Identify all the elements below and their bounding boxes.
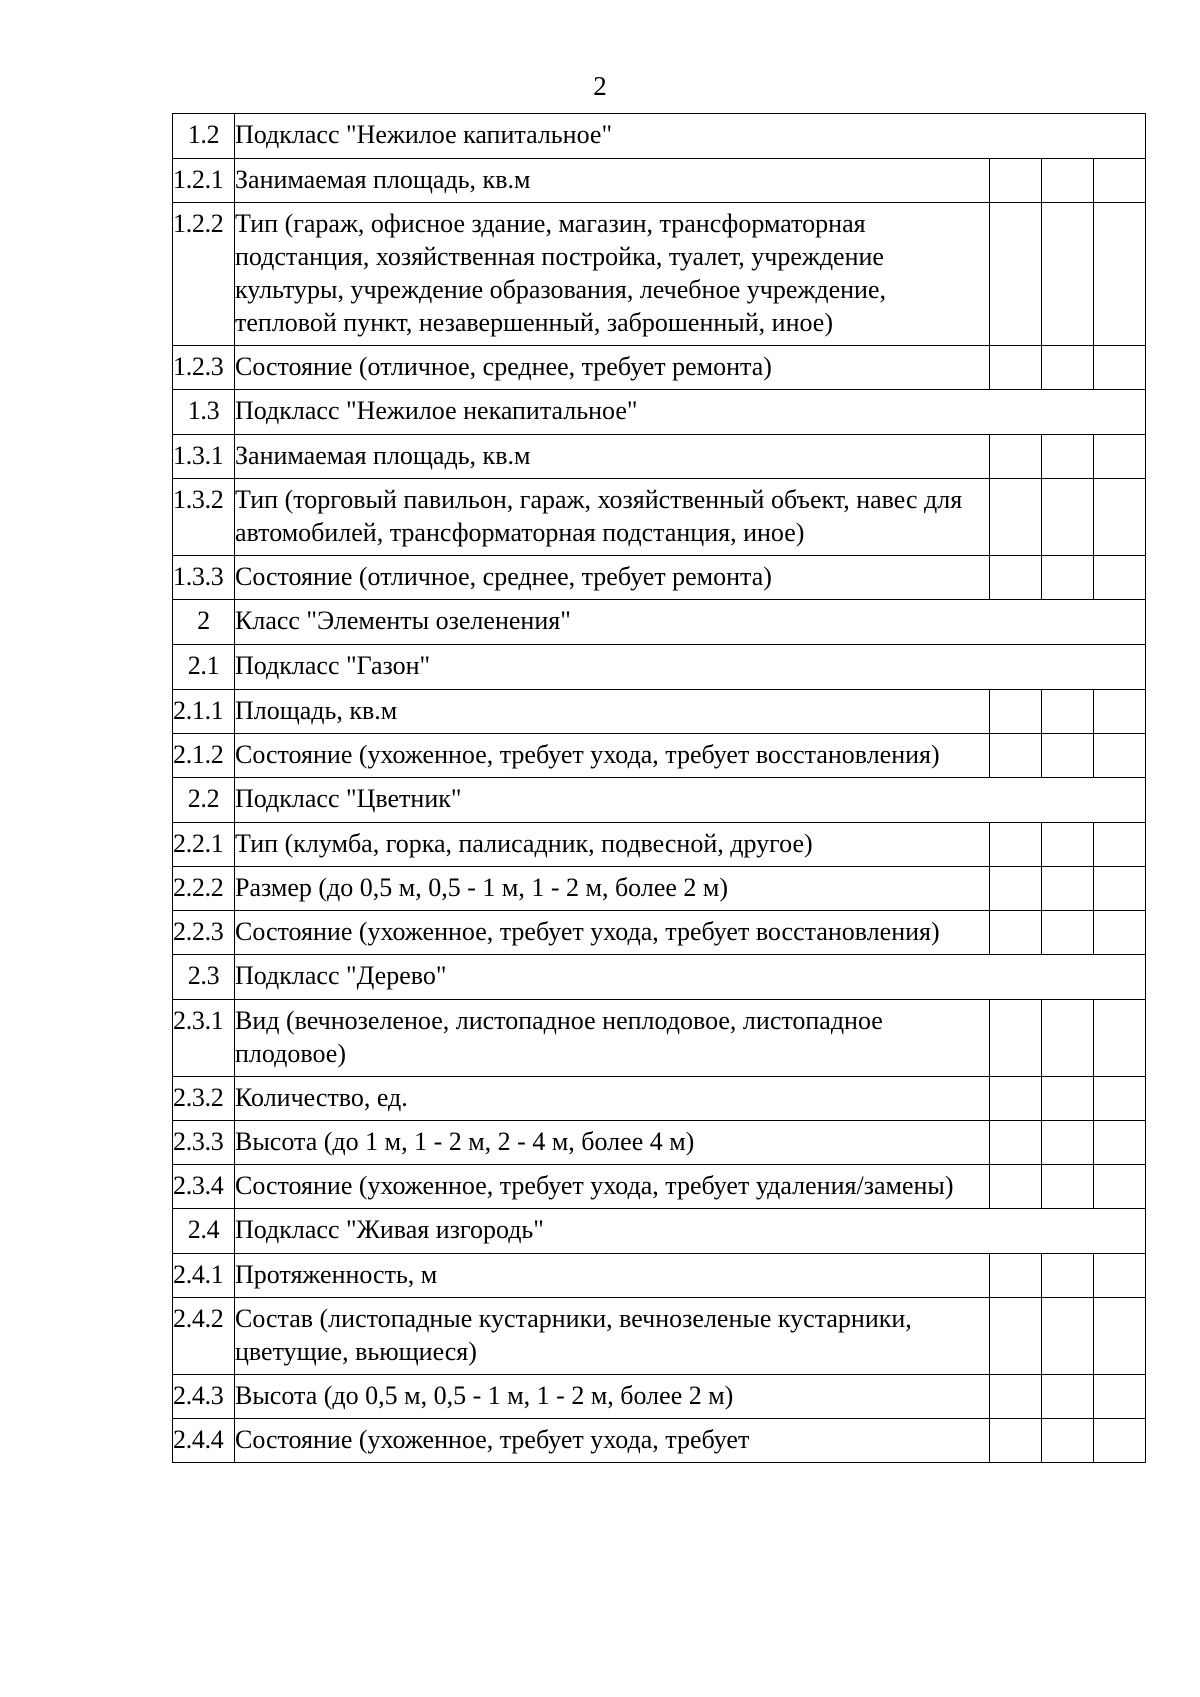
row-number: 2.3 <box>173 955 235 1000</box>
value-cell[interactable] <box>1042 1254 1094 1298</box>
value-cell[interactable] <box>1094 1254 1146 1298</box>
row-number: 2.2 <box>173 778 235 823</box>
section-header-row <box>173 955 1146 1000</box>
value-cell[interactable] <box>1094 1298 1146 1375</box>
row-description: Размер (до 0,5 м, 0,5 - 1 м, 1 - 2 м, более 2 м) <box>235 867 990 911</box>
classification-table <box>172 113 1146 1463</box>
value-cell[interactable] <box>990 479 1042 556</box>
value-cell[interactable] <box>1094 1121 1146 1165</box>
row-number: 2.2.1 <box>173 823 235 867</box>
row-description: Количество, ед. <box>235 1077 990 1121</box>
row-number: 2.3.3 <box>173 1121 235 1165</box>
value-cell[interactable] <box>990 734 1042 778</box>
table-row <box>173 823 1146 867</box>
value-cell[interactable] <box>990 1165 1042 1209</box>
table-row <box>173 1000 1146 1077</box>
table-row <box>173 911 1146 955</box>
row-description: Тип (торговый павильон, гараж, хозяйственный объект, навес для автомобилей, трансформаторная подстанция, иное) <box>235 479 990 556</box>
value-cell[interactable] <box>1094 734 1146 778</box>
value-cell[interactable] <box>1042 1077 1094 1121</box>
value-cell[interactable] <box>1042 1298 1094 1375</box>
row-description: Подкласс "Нежилое капитальное" <box>235 114 1146 159</box>
value-cell[interactable] <box>1042 556 1094 600</box>
table-row <box>173 1254 1146 1298</box>
value-cell[interactable] <box>990 823 1042 867</box>
value-cell[interactable] <box>990 1419 1042 1463</box>
table-row <box>173 346 1146 390</box>
value-cell[interactable] <box>990 690 1042 734</box>
table-row <box>173 1298 1146 1375</box>
value-cell[interactable] <box>1094 1375 1146 1419</box>
row-number: 1.3.3 <box>173 556 235 600</box>
row-description: Состояние (отличное, среднее, требует ремонта) <box>235 346 990 390</box>
row-description: Высота (до 0,5 м, 0,5 - 1 м, 1 - 2 м, более 2 м) <box>235 1375 990 1419</box>
value-cell[interactable] <box>990 346 1042 390</box>
page-number: 2 <box>593 71 607 101</box>
value-cell[interactable] <box>990 159 1042 203</box>
row-description: Подкласс "Газон" <box>235 645 1146 690</box>
row-number: 1.2.3 <box>173 346 235 390</box>
table-row <box>173 1121 1146 1165</box>
value-cell[interactable] <box>1042 911 1094 955</box>
row-description: Занимаемая площадь, кв.м <box>235 435 990 479</box>
table-row <box>173 1375 1146 1419</box>
row-description: Состояние (ухоженное, требует ухода, требует <box>235 1419 990 1463</box>
value-cell[interactable] <box>1042 690 1094 734</box>
value-cell[interactable] <box>990 556 1042 600</box>
value-cell[interactable] <box>1094 159 1146 203</box>
row-number: 1.3.1 <box>173 435 235 479</box>
value-cell[interactable] <box>1042 203 1094 346</box>
value-cell[interactable] <box>1042 1419 1094 1463</box>
row-description: Площадь, кв.м <box>235 690 990 734</box>
value-cell[interactable] <box>1042 823 1094 867</box>
row-number: 1.2.2 <box>173 203 235 346</box>
row-number: 2.1.2 <box>173 734 235 778</box>
row-number: 2.2.2 <box>173 867 235 911</box>
section-header-row <box>173 1209 1146 1254</box>
section-header-row <box>173 778 1146 823</box>
row-number: 2.1 <box>173 645 235 690</box>
row-number: 2.4.2 <box>173 1298 235 1375</box>
row-description: Состояние (ухоженное, требует ухода, требует восстановления) <box>235 734 990 778</box>
row-description: Состав (листопадные кустарники, вечнозеленые кустарники, цветущие, вьющиеся) <box>235 1298 990 1375</box>
row-number: 2.2.3 <box>173 911 235 955</box>
value-cell[interactable] <box>990 1121 1042 1165</box>
table-row <box>173 734 1146 778</box>
value-cell[interactable] <box>1094 911 1146 955</box>
row-number: 1.3 <box>173 390 235 435</box>
row-number: 2.3.1 <box>173 1000 235 1077</box>
row-number: 2.4 <box>173 1209 235 1254</box>
table-row <box>173 556 1146 600</box>
row-description: Тип (клумба, горка, палисадник, подвесной, другое) <box>235 823 990 867</box>
value-cell[interactable] <box>990 1254 1042 1298</box>
value-cell[interactable] <box>1094 1000 1146 1077</box>
value-cell[interactable] <box>1094 435 1146 479</box>
value-cell[interactable] <box>1094 1077 1146 1121</box>
section-header-row <box>173 645 1146 690</box>
table-row <box>173 1419 1146 1463</box>
value-cell[interactable] <box>990 1077 1042 1121</box>
value-cell[interactable] <box>990 867 1042 911</box>
value-cell[interactable] <box>1042 1375 1094 1419</box>
table-row <box>173 159 1146 203</box>
value-cell[interactable] <box>1094 346 1146 390</box>
row-description: Подкласс "Дерево" <box>235 955 1146 1000</box>
table-row <box>173 867 1146 911</box>
value-cell[interactable] <box>990 1298 1042 1375</box>
row-description: Подкласс "Нежилое некапитальное" <box>235 390 1146 435</box>
value-cell[interactable] <box>990 1375 1042 1419</box>
row-number: 1.2.1 <box>173 159 235 203</box>
value-cell[interactable] <box>1042 867 1094 911</box>
row-description: Состояние (ухоженное, требует ухода, требует восстановления) <box>235 911 990 955</box>
value-cell[interactable] <box>1094 867 1146 911</box>
table-row <box>173 435 1146 479</box>
value-cell[interactable] <box>1042 346 1094 390</box>
value-cell[interactable] <box>990 911 1042 955</box>
table-row <box>173 479 1146 556</box>
section-header-row <box>173 390 1146 435</box>
row-number: 2.1.1 <box>173 690 235 734</box>
value-cell[interactable] <box>1042 479 1094 556</box>
row-description: Протяженность, м <box>235 1254 990 1298</box>
section-header-row <box>173 600 1146 645</box>
row-description: Подкласс "Цветник" <box>235 778 1146 823</box>
value-cell[interactable] <box>1042 1000 1094 1077</box>
value-cell[interactable] <box>1094 556 1146 600</box>
row-description: Занимаемая площадь, кв.м <box>235 159 990 203</box>
row-number: 2.4.4 <box>173 1419 235 1463</box>
value-cell[interactable] <box>990 435 1042 479</box>
section-header-row <box>173 114 1146 159</box>
value-cell[interactable] <box>1094 823 1146 867</box>
row-description: Тип (гараж, офисное здание, магазин, трансформаторная подстанция, хозяйственная постройка, туалет, учреждение культуры, учреждение образования, лечебное учреждение, тепловой пункт, незавершенный, заброшенный, иное) <box>235 203 990 346</box>
row-number: 2.3.4 <box>173 1165 235 1209</box>
row-number: 1.2 <box>173 114 235 159</box>
row-number: 2.3.2 <box>173 1077 235 1121</box>
value-cell[interactable] <box>1042 159 1094 203</box>
value-cell[interactable] <box>1042 435 1094 479</box>
value-cell[interactable] <box>1094 1165 1146 1209</box>
row-description: Подкласс "Живая изгородь" <box>235 1209 1146 1254</box>
value-cell[interactable] <box>1042 1165 1094 1209</box>
row-description: Состояние (отличное, среднее, требует ремонта) <box>235 556 990 600</box>
value-cell[interactable] <box>1094 479 1146 556</box>
row-number: 1.3.2 <box>173 479 235 556</box>
value-cell[interactable] <box>990 1000 1042 1077</box>
row-number: 2.4.3 <box>173 1375 235 1419</box>
value-cell[interactable] <box>1094 1419 1146 1463</box>
table-body <box>173 114 1146 1463</box>
row-description: Класс "Элементы озеленения" <box>235 600 1146 645</box>
table-row <box>173 1165 1146 1209</box>
value-cell[interactable] <box>1042 1121 1094 1165</box>
value-cell[interactable] <box>1094 690 1146 734</box>
value-cell[interactable] <box>1042 734 1094 778</box>
value-cell[interactable] <box>990 203 1042 346</box>
table-row <box>173 1077 1146 1121</box>
row-number: 2.4.1 <box>173 1254 235 1298</box>
row-description: Высота (до 1 м, 1 - 2 м, 2 - 4 м, более 4 м) <box>235 1121 990 1165</box>
row-number: 2 <box>173 600 235 645</box>
row-description: Вид (вечнозеленое, листопадное неплодовое, листопадное плодовое) <box>235 1000 990 1077</box>
table-row <box>173 203 1146 346</box>
value-cell[interactable] <box>1094 203 1146 346</box>
table-row <box>173 690 1146 734</box>
row-description: Состояние (ухоженное, требует ухода, требует удаления/замены) <box>235 1165 990 1209</box>
